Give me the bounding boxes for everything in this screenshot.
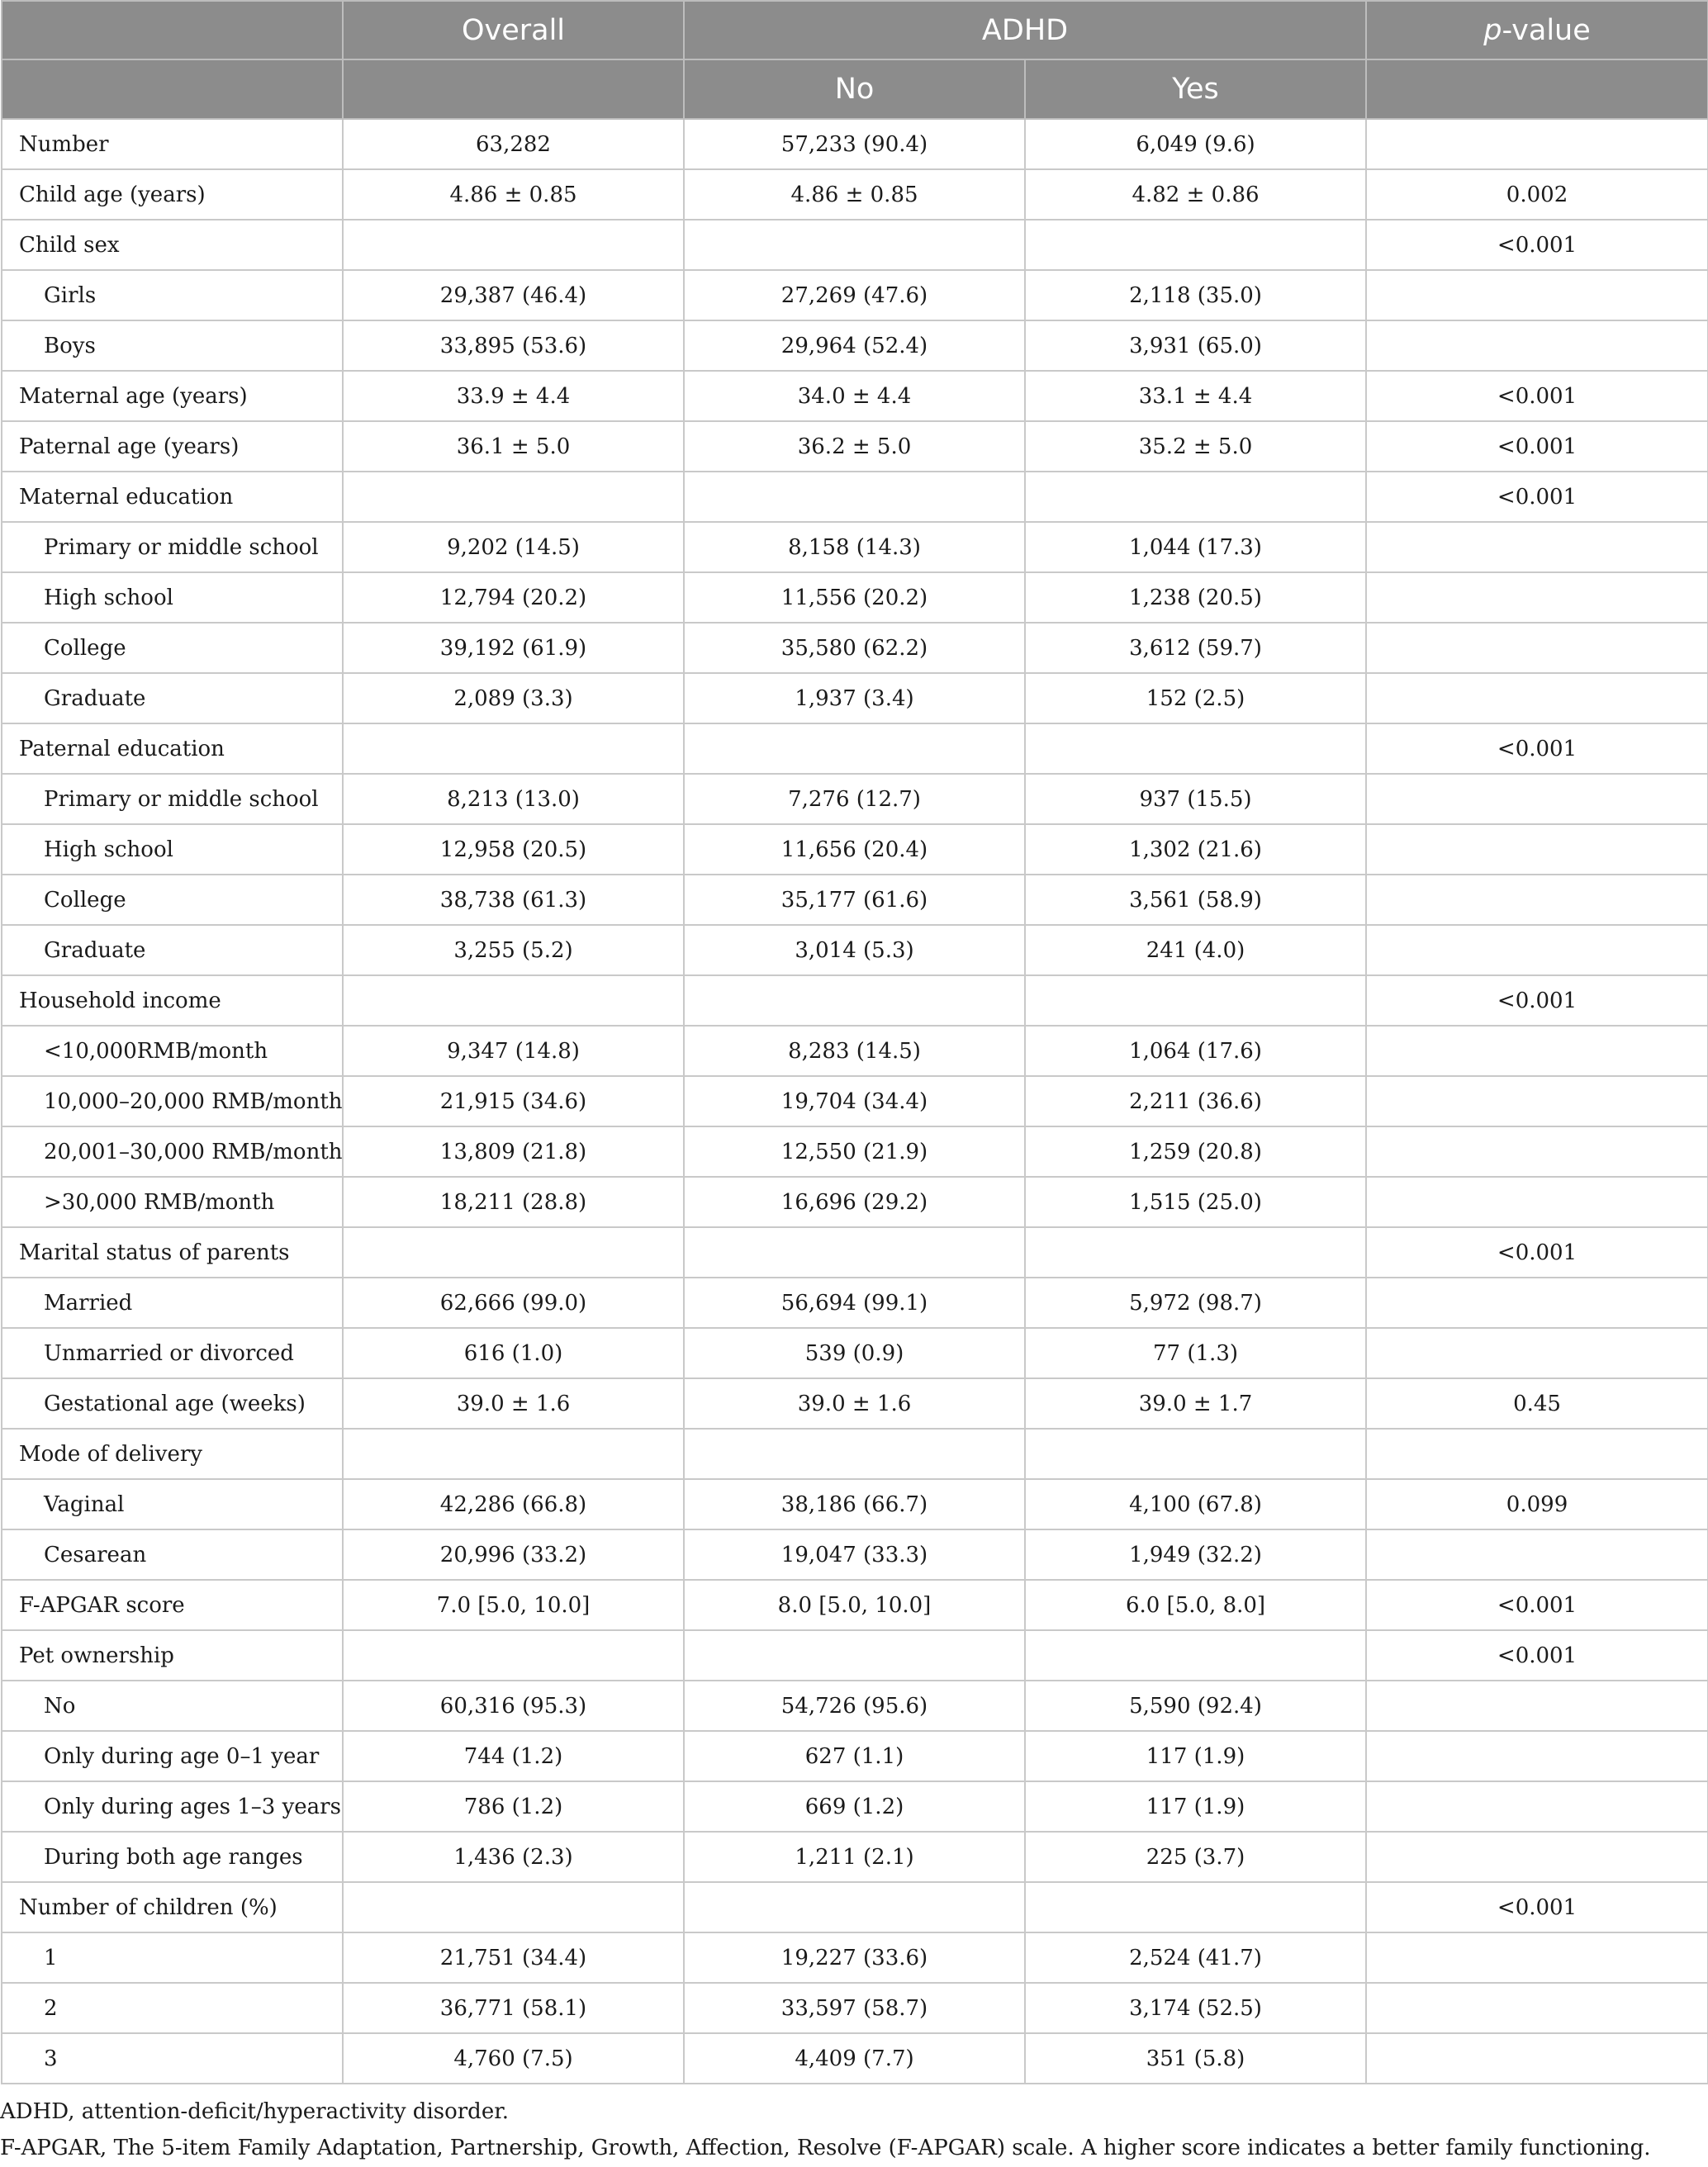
- row-label: Number of children (%): [2, 1882, 343, 1932]
- cell-overall: 786 (1.2): [343, 1781, 684, 1832]
- row-label: Marital status of parents: [2, 1227, 343, 1278]
- cell-overall: 62,666 (99.0): [343, 1278, 684, 1328]
- cell-p-value: <0.001: [1366, 472, 1708, 522]
- header-blank-2: [2, 59, 343, 119]
- cell-adhd-yes: 1,259 (20.8): [1025, 1126, 1366, 1177]
- cell-overall: 20,996 (33.2): [343, 1529, 684, 1580]
- row-label: Maternal education: [2, 472, 343, 522]
- cell-overall: 39,192 (61.9): [343, 623, 684, 673]
- cell-overall: [343, 723, 684, 774]
- row-label: Only during age 0–1 year: [2, 1731, 343, 1781]
- cell-adhd-yes: 117 (1.9): [1025, 1731, 1366, 1781]
- row-label: >30,000 RMB/month: [2, 1177, 343, 1227]
- cell-adhd-yes: 3,612 (59.7): [1025, 623, 1366, 673]
- cell-p-value: <0.001: [1366, 1882, 1708, 1932]
- row-label: College: [2, 623, 343, 673]
- cell-p-value: [1366, 1278, 1708, 1328]
- footnote-fapgar: F-APGAR, The 5-item Family Adaptation, Partnership, Growth, Affection, Resolve (F-APGAR) scale. A higher score indicates a better family functioning.: [0, 2136, 1651, 2160]
- cell-adhd-no: [684, 1882, 1025, 1932]
- characteristics-table: [1, 0, 1708, 2084]
- cell-adhd-no: [684, 1227, 1025, 1278]
- header-row-2: [2, 59, 1708, 119]
- row-label: Cesarean: [2, 1529, 343, 1580]
- table-row: [2, 320, 1708, 371]
- cell-overall: 9,202 (14.5): [343, 522, 684, 572]
- footnote-adhd: ADHD, attention-deficit/hyperactivity disorder.: [0, 2099, 510, 2124]
- cell-adhd-yes: [1025, 1882, 1366, 1932]
- row-label: Only during ages 1–3 years: [2, 1781, 343, 1832]
- row-label: Paternal age (years): [2, 421, 343, 472]
- table-row: [2, 1832, 1708, 1882]
- table-row: [2, 522, 1708, 572]
- row-label: F-APGAR score: [2, 1580, 343, 1630]
- cell-adhd-yes: [1025, 1630, 1366, 1681]
- cell-adhd-no: 539 (0.9): [684, 1328, 1025, 1378]
- header-adhd-no: No: [684, 59, 1025, 119]
- row-label: Unmarried or divorced: [2, 1328, 343, 1378]
- cell-p-value: [1366, 522, 1708, 572]
- cell-adhd-no: 19,704 (34.4): [684, 1076, 1025, 1126]
- cell-overall: 63,282: [343, 119, 684, 169]
- cell-p-value: [1366, 875, 1708, 925]
- row-label: Graduate: [2, 673, 343, 723]
- cell-p-value: <0.001: [1366, 220, 1708, 270]
- cell-p-value: <0.001: [1366, 421, 1708, 472]
- cell-p-value: <0.001: [1366, 1630, 1708, 1681]
- table-body: [2, 119, 1708, 2084]
- row-label: Boys: [2, 320, 343, 371]
- cell-p-value: <0.001: [1366, 371, 1708, 421]
- cell-overall: 8,213 (13.0): [343, 774, 684, 824]
- table-row: [2, 169, 1708, 220]
- cell-overall: 60,316 (95.3): [343, 1681, 684, 1731]
- cell-p-value: [1366, 1177, 1708, 1227]
- cell-adhd-yes: 241 (4.0): [1025, 925, 1366, 975]
- row-label: High school: [2, 572, 343, 623]
- cell-overall: 29,387 (46.4): [343, 270, 684, 320]
- cell-overall: 13,809 (21.8): [343, 1126, 684, 1177]
- cell-adhd-no: [684, 220, 1025, 270]
- cell-adhd-no: [684, 472, 1025, 522]
- cell-p-value: [1366, 1328, 1708, 1378]
- cell-adhd-yes: 35.2 ± 5.0: [1025, 421, 1366, 472]
- table-row: [2, 723, 1708, 774]
- cell-adhd-no: 669 (1.2): [684, 1781, 1025, 1832]
- row-label: College: [2, 875, 343, 925]
- cell-adhd-no: 4,409 (7.7): [684, 2033, 1025, 2084]
- table-row: [2, 975, 1708, 1026]
- cell-adhd-yes: 117 (1.9): [1025, 1781, 1366, 1832]
- cell-overall: [343, 472, 684, 522]
- cell-adhd-no: 33,597 (58.7): [684, 1983, 1025, 2033]
- cell-p-value: [1366, 1983, 1708, 2033]
- cell-adhd-yes: 351 (5.8): [1025, 2033, 1366, 2084]
- cell-adhd-yes: [1025, 1429, 1366, 1479]
- cell-adhd-no: 39.0 ± 1.6: [684, 1378, 1025, 1429]
- header-adhd-yes: Yes: [1025, 59, 1366, 119]
- row-label: Child age (years): [2, 169, 343, 220]
- cell-p-value: [1366, 1781, 1708, 1832]
- header-overall: Overall: [343, 1, 684, 59]
- cell-overall: 42,286 (66.8): [343, 1479, 684, 1529]
- cell-adhd-no: [684, 975, 1025, 1026]
- table-row: [2, 1580, 1708, 1630]
- cell-p-value: [1366, 824, 1708, 875]
- cell-adhd-no: 19,227 (33.6): [684, 1932, 1025, 1983]
- row-label: 20,001–30,000 RMB/month: [2, 1126, 343, 1177]
- cell-adhd-yes: [1025, 1227, 1366, 1278]
- cell-adhd-no: 8,158 (14.3): [684, 522, 1025, 572]
- cell-adhd-yes: 1,949 (32.2): [1025, 1529, 1366, 1580]
- cell-adhd-no: 38,186 (66.7): [684, 1479, 1025, 1529]
- cell-adhd-yes: 4,100 (67.8): [1025, 1479, 1366, 1529]
- cell-p-value: <0.001: [1366, 1580, 1708, 1630]
- cell-p-value: [1366, 1026, 1708, 1076]
- cell-overall: [343, 1227, 684, 1278]
- cell-adhd-yes: [1025, 220, 1366, 270]
- cell-adhd-yes: [1025, 975, 1366, 1026]
- cell-adhd-no: 29,964 (52.4): [684, 320, 1025, 371]
- cell-adhd-yes: 1,044 (17.3): [1025, 522, 1366, 572]
- cell-overall: 4,760 (7.5): [343, 2033, 684, 2084]
- cell-overall: 7.0 [5.0, 10.0]: [343, 1580, 684, 1630]
- cell-adhd-no: 4.86 ± 0.85: [684, 169, 1025, 220]
- cell-adhd-no: 35,177 (61.6): [684, 875, 1025, 925]
- cell-overall: 12,794 (20.2): [343, 572, 684, 623]
- cell-adhd-yes: 3,561 (58.9): [1025, 875, 1366, 925]
- cell-adhd-yes: 6,049 (9.6): [1025, 119, 1366, 169]
- cell-adhd-no: [684, 1630, 1025, 1681]
- cell-adhd-no: 34.0 ± 4.4: [684, 371, 1025, 421]
- cell-overall: 36,771 (58.1): [343, 1983, 684, 2033]
- table-row: [2, 270, 1708, 320]
- cell-adhd-yes: 4.82 ± 0.86: [1025, 169, 1366, 220]
- table-row: [2, 774, 1708, 824]
- table-row: [2, 1026, 1708, 1076]
- cell-adhd-yes: [1025, 723, 1366, 774]
- header-p-rest: -value: [1502, 13, 1591, 47]
- cell-adhd-no: 12,550 (21.9): [684, 1126, 1025, 1177]
- header-adhd: ADHD: [684, 1, 1366, 59]
- cell-p-value: 0.002: [1366, 169, 1708, 220]
- row-label: 2: [2, 1983, 343, 2033]
- table-row: [2, 1177, 1708, 1227]
- row-label: Paternal education: [2, 723, 343, 774]
- header-blank-4: [1366, 59, 1708, 119]
- row-label: Number: [2, 119, 343, 169]
- cell-overall: 12,958 (20.5): [343, 824, 684, 875]
- cell-adhd-no: 57,233 (90.4): [684, 119, 1025, 169]
- cell-adhd-yes: 6.0 [5.0, 8.0]: [1025, 1580, 1366, 1630]
- header-blank: [2, 1, 343, 59]
- cell-p-value: [1366, 623, 1708, 673]
- cell-p-value: [1366, 1932, 1708, 1983]
- cell-p-value: [1366, 1681, 1708, 1731]
- cell-overall: 3,255 (5.2): [343, 925, 684, 975]
- cell-p-value: [1366, 2033, 1708, 2084]
- cell-adhd-no: 54,726 (95.6): [684, 1681, 1025, 1731]
- row-label: Primary or middle school: [2, 522, 343, 572]
- cell-overall: 21,751 (34.4): [343, 1932, 684, 1983]
- cell-overall: 4.86 ± 0.85: [343, 169, 684, 220]
- header-blank-3: [343, 59, 684, 119]
- row-label: Pet ownership: [2, 1630, 343, 1681]
- row-label: Married: [2, 1278, 343, 1328]
- cell-p-value: 0.45: [1366, 1378, 1708, 1429]
- cell-adhd-yes: 1,515 (25.0): [1025, 1177, 1366, 1227]
- row-label: <10,000RMB/month: [2, 1026, 343, 1076]
- cell-adhd-yes: 937 (15.5): [1025, 774, 1366, 824]
- row-label: 10,000–20,000 RMB/month: [2, 1076, 343, 1126]
- row-label: During both age ranges: [2, 1832, 343, 1882]
- table-row: [2, 371, 1708, 421]
- cell-adhd-yes: 3,174 (52.5): [1025, 1983, 1366, 2033]
- table-row: [2, 1731, 1708, 1781]
- table-row: [2, 1227, 1708, 1278]
- table-row: [2, 1076, 1708, 1126]
- table-row: [2, 824, 1708, 875]
- table-footnotes: [0, 2094, 1708, 2166]
- cell-overall: [343, 975, 684, 1026]
- row-label: No: [2, 1681, 343, 1731]
- cell-adhd-no: 8,283 (14.5): [684, 1026, 1025, 1076]
- header-p-italic: p: [1483, 13, 1502, 47]
- header-row-1: [2, 1, 1708, 59]
- header-p-value: [1366, 1, 1708, 59]
- cell-adhd-no: 11,656 (20.4): [684, 824, 1025, 875]
- cell-p-value: [1366, 1126, 1708, 1177]
- table-row: [2, 1378, 1708, 1429]
- table-row: [2, 1932, 1708, 1983]
- cell-adhd-no: [684, 723, 1025, 774]
- table-row: [2, 1681, 1708, 1731]
- cell-overall: [343, 1429, 684, 1479]
- cell-overall: 1,436 (2.3): [343, 1832, 684, 1882]
- cell-p-value: [1366, 1731, 1708, 1781]
- cell-overall: 21,915 (34.6): [343, 1076, 684, 1126]
- cell-p-value: [1366, 320, 1708, 371]
- cell-adhd-yes: 225 (3.7): [1025, 1832, 1366, 1882]
- row-label: Girls: [2, 270, 343, 320]
- row-label: Gestational age (weeks): [2, 1378, 343, 1429]
- row-label: Household income: [2, 975, 343, 1026]
- cell-overall: 38,738 (61.3): [343, 875, 684, 925]
- cell-overall: [343, 1882, 684, 1932]
- cell-overall: 9,347 (14.8): [343, 1026, 684, 1076]
- cell-adhd-no: 27,269 (47.6): [684, 270, 1025, 320]
- cell-adhd-yes: 152 (2.5): [1025, 673, 1366, 723]
- cell-overall: [343, 1630, 684, 1681]
- cell-adhd-no: 7,276 (12.7): [684, 774, 1025, 824]
- cell-overall: 616 (1.0): [343, 1328, 684, 1378]
- cell-adhd-yes: 1,302 (21.6): [1025, 824, 1366, 875]
- cell-adhd-no: 11,556 (20.2): [684, 572, 1025, 623]
- cell-p-value: [1366, 673, 1708, 723]
- cell-p-value: [1366, 1429, 1708, 1479]
- cell-p-value: <0.001: [1366, 723, 1708, 774]
- table-row: [2, 220, 1708, 270]
- cell-adhd-no: 56,694 (99.1): [684, 1278, 1025, 1328]
- cell-p-value: [1366, 270, 1708, 320]
- row-label: High school: [2, 824, 343, 875]
- row-label: Primary or middle school: [2, 774, 343, 824]
- cell-overall: 33,895 (53.6): [343, 320, 684, 371]
- table-row: [2, 472, 1708, 522]
- table-row: [2, 421, 1708, 472]
- cell-adhd-yes: 77 (1.3): [1025, 1328, 1366, 1378]
- cell-p-value: [1366, 1832, 1708, 1882]
- table-row: [2, 925, 1708, 975]
- cell-adhd-no: 35,580 (62.2): [684, 623, 1025, 673]
- table-header: [2, 1, 1708, 119]
- table-row: [2, 1278, 1708, 1328]
- cell-p-value: [1366, 1076, 1708, 1126]
- row-label: Vaginal: [2, 1479, 343, 1529]
- row-label: Graduate: [2, 925, 343, 975]
- cell-p-value: [1366, 774, 1708, 824]
- row-label: Mode of delivery: [2, 1429, 343, 1479]
- cell-overall: 18,211 (28.8): [343, 1177, 684, 1227]
- cell-overall: 744 (1.2): [343, 1731, 684, 1781]
- row-label: Child sex: [2, 220, 343, 270]
- table-row: [2, 1328, 1708, 1378]
- cell-adhd-no: 36.2 ± 5.0: [684, 421, 1025, 472]
- table-row: [2, 1126, 1708, 1177]
- cell-overall: 36.1 ± 5.0: [343, 421, 684, 472]
- table-row: [2, 673, 1708, 723]
- cell-p-value: [1366, 572, 1708, 623]
- row-label: Maternal age (years): [2, 371, 343, 421]
- table-row: [2, 1479, 1708, 1529]
- cell-p-value: [1366, 119, 1708, 169]
- cell-adhd-no: 1,937 (3.4): [684, 673, 1025, 723]
- cell-adhd-no: 3,014 (5.3): [684, 925, 1025, 975]
- cell-overall: 39.0 ± 1.6: [343, 1378, 684, 1429]
- table-row: [2, 875, 1708, 925]
- cell-adhd-yes: [1025, 472, 1366, 522]
- table-row: [2, 1781, 1708, 1832]
- cell-adhd-yes: 5,972 (98.7): [1025, 1278, 1366, 1328]
- cell-adhd-yes: 2,524 (41.7): [1025, 1932, 1366, 1983]
- table-row: [2, 1529, 1708, 1580]
- cell-adhd-no: 1,211 (2.1): [684, 1832, 1025, 1882]
- cell-overall: [343, 220, 684, 270]
- cell-overall: 33.9 ± 4.4: [343, 371, 684, 421]
- row-label: 1: [2, 1932, 343, 1983]
- cell-adhd-yes: 3,931 (65.0): [1025, 320, 1366, 371]
- table-row: [2, 623, 1708, 673]
- cell-overall: 2,089 (3.3): [343, 673, 684, 723]
- cell-adhd-yes: 2,118 (35.0): [1025, 270, 1366, 320]
- cell-adhd-no: 19,047 (33.3): [684, 1529, 1025, 1580]
- cell-adhd-yes: 1,064 (17.6): [1025, 1026, 1366, 1076]
- cell-adhd-yes: 5,590 (92.4): [1025, 1681, 1366, 1731]
- table-row: [2, 1630, 1708, 1681]
- cell-p-value: [1366, 925, 1708, 975]
- cell-adhd-yes: 2,211 (36.6): [1025, 1076, 1366, 1126]
- row-label: 3: [2, 2033, 343, 2084]
- cell-p-value: <0.001: [1366, 975, 1708, 1026]
- table-row: [2, 1983, 1708, 2033]
- table-row: [2, 572, 1708, 623]
- table-row: [2, 1429, 1708, 1479]
- cell-p-value: 0.099: [1366, 1479, 1708, 1529]
- cell-adhd-no: 16,696 (29.2): [684, 1177, 1025, 1227]
- cell-p-value: <0.001: [1366, 1227, 1708, 1278]
- table-row: [2, 2033, 1708, 2084]
- cell-adhd-no: [684, 1429, 1025, 1479]
- cell-adhd-yes: 33.1 ± 4.4: [1025, 371, 1366, 421]
- table-row: [2, 1882, 1708, 1932]
- cell-p-value: [1366, 1529, 1708, 1580]
- table-row: [2, 119, 1708, 169]
- cell-adhd-no: 8.0 [5.0, 10.0]: [684, 1580, 1025, 1630]
- cell-adhd-yes: 1,238 (20.5): [1025, 572, 1366, 623]
- cell-adhd-yes: 39.0 ± 1.7: [1025, 1378, 1366, 1429]
- cell-adhd-no: 627 (1.1): [684, 1731, 1025, 1781]
